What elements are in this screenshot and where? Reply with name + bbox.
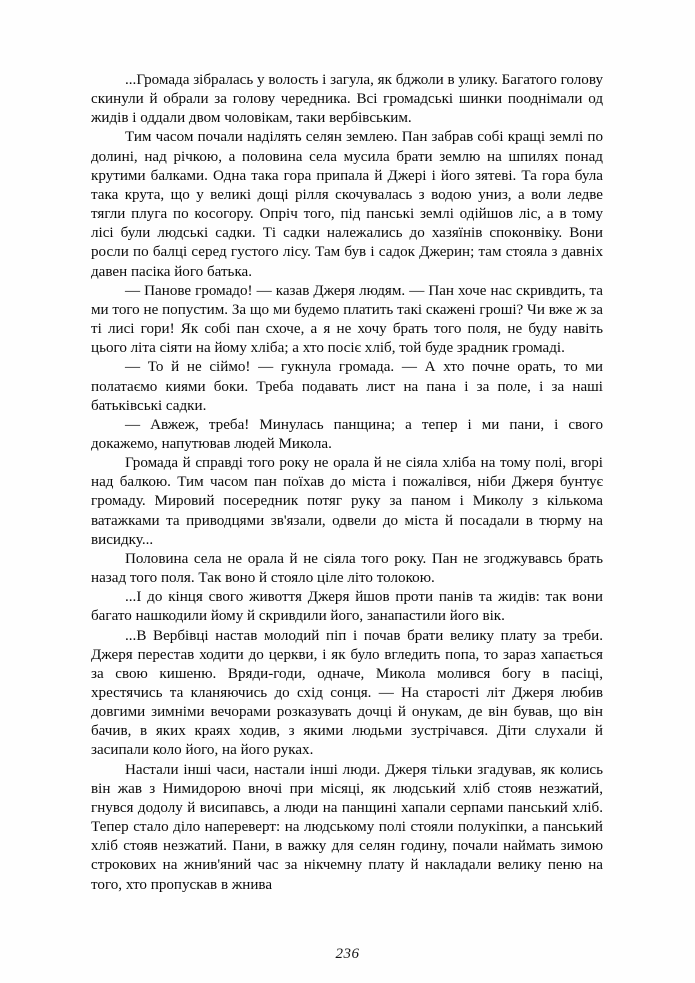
page-text-block [91, 71, 603, 895]
paragraph: ...Громада зібралась у волость і загула, як бджоли в улику. Багатого голову скинули й обрали за голову чередника. Всі громадські шинки пооднімали од жидів і оддали двом чоловікам, таки вербівським. [91, 72, 603, 127]
paragraph: — Панове громадо! — казав Джеря людям. — Пан хоче нас скривдить, та ми того не попустим. За що ми будемо платить такі скажені гроші? Чи вже ж за ті лисі гори! Як собі пан схоче, а я не хочу брать того поля, не буду навіть цього літа сіяти на йому хліба; а хто посіє хліб, той буде зрадник громаді. [91, 282, 603, 357]
paragraph: Половина села не орала й не сіяла того року. Пан не згоджувавсь брать назад того поля. Так воно й стояло ціле літо толокою. [91, 550, 603, 587]
paragraph: Тим часом почали наділять селян землею. Пан забрав собі кращі землі по долині, над річкою, а половина села мусила брати землю на шпилях понад крутими балками. Одна така гора припала й Джері і його зятеві. Та гора була така крута, що у великі дощі рілля скочувалась з водою униз, а воли ледве тягли плуга по косогору. Опріч того, під панські землі одійшов ліс, а в тому лісі були людські садки. Ті садки належались до хазяїнів споконвіку. Вони росли по балці серед густого лісу. Там був і садок Джерин; там стояла з давніх давен пасіка його батька. [91, 129, 603, 280]
page-number: 236 [335, 946, 360, 962]
paragraph: Настали інші часи, настали інші люди. Джеря тільки згадував, як колись він жав з Нимидорою вночі при місяці, як людський хліб стояв незжатий, гнувся додолу й висипавсь, а люди на панщині хапали серпами панський хліб. Тепер стало діло напереверт: на людському полі стояли полукіпки, а панський хліб стояв незжатий. Пани, в важку для селян годину, почали наймать зимою строкових на жнив'яний час за нікчемну плату й накладали велику пеню на того, хто пропускав в жнива [91, 761, 603, 893]
paragraph: ...І до кінця свого живоття Джеря йшов проти панів та жидів: так вони багато нашкодили йому й скривдили його, занапастили його вік. [91, 589, 603, 625]
paragraph: — То й не сіймо! — гукнула громада. — А хто почне орать, то ми полатаємо киями боки. Треба подавать лист на пана і за поле, і за наші батьківські садки. [91, 359, 603, 414]
paragraph: — Авжеж, треба! Минулась панщина; а тепер і ми пани, і свого докажемо, напутював людей Микола. [91, 416, 603, 452]
paragraph: ...В Вербівці настав молодий піп і почав брати велику плату за треби. Джеря перестав ходити до церкви, і як було вгледить попа, то зараз хапається за свою кишеню. Вряди-годи, одначе, Микола молився богу в пасіці, хрестячись та кланяючись до схід сонця. — На старості літ Джеря любив довгими зимніми вечорами розказувать дочці й онукам, де він бував, що він бачив, в яких краях ходив, з якими людьми зустрічався. Діти слухали й засипали коло його, на його руках. [91, 627, 603, 759]
paragraph: Громада й справді того року не орала й не сіяла хліба на тому полі, вгорі над балкою. Тим часом пан поїхав до міста і пожалівся, ніби Джеря бунтує громаду. Мировий посередник потяг руку за паном і Миколу з кількома ватажками та приводцями зв'язали, одвели до міста й посадали в тюрму на висидку... [91, 455, 603, 548]
